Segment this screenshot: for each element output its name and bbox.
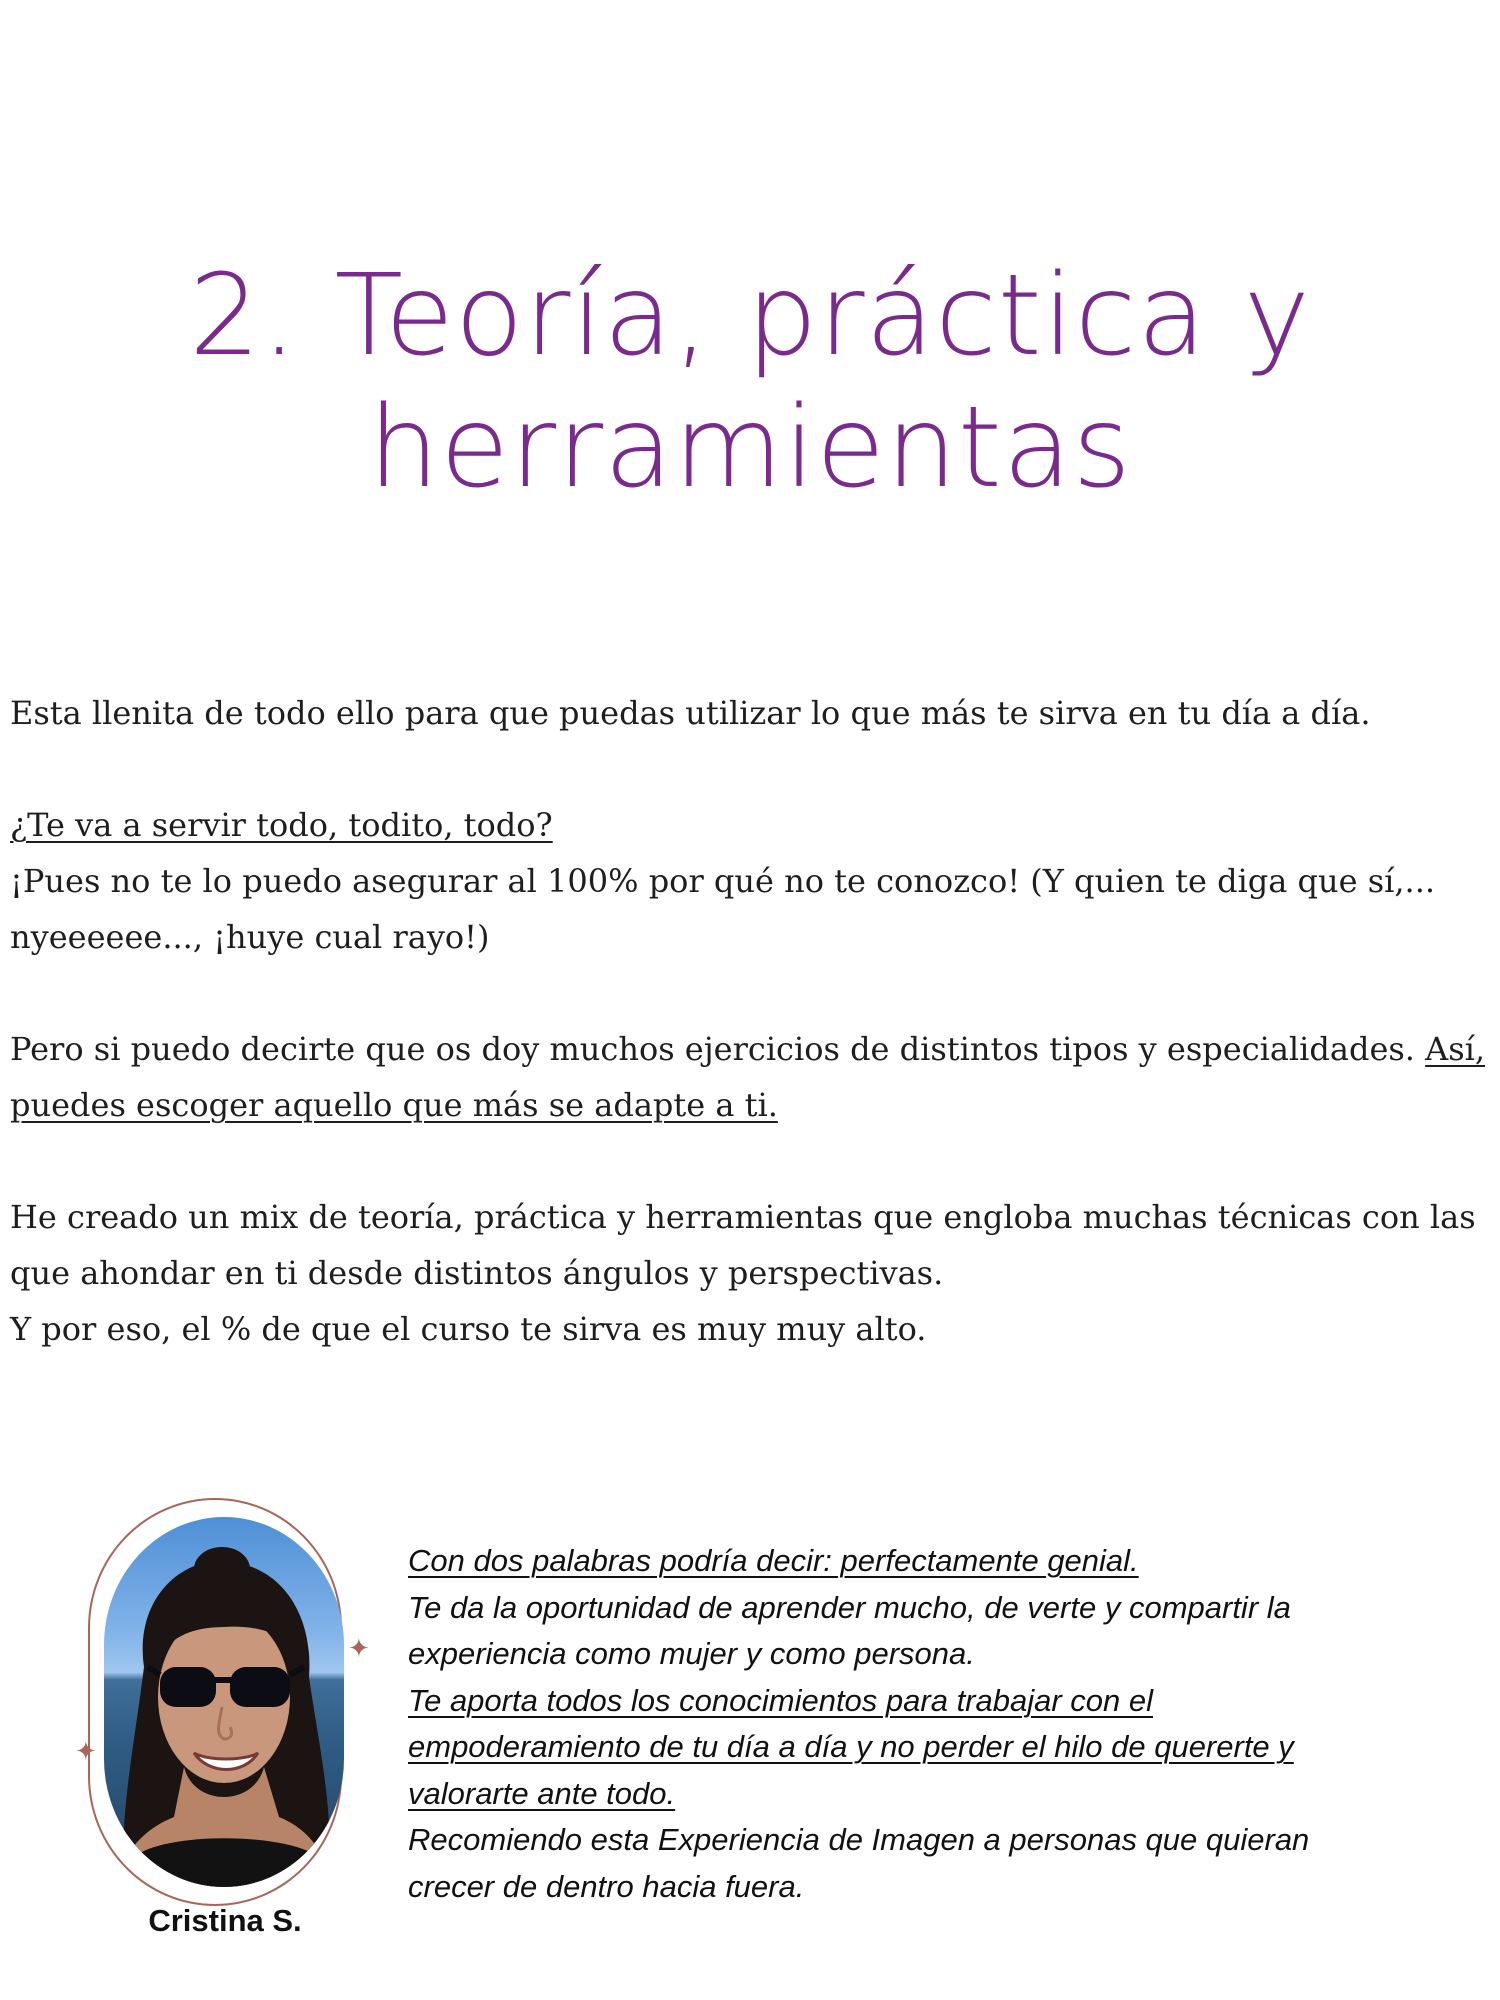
page-title [100, 250, 1400, 514]
paragraph-exercises-underline-a: Así, [1425, 1030, 1486, 1068]
paragraph-mix-line-1: He creado un mix de teoría, práctica y herramientas que engloba muchas técnicas con las [10, 1198, 1476, 1236]
testimonial-photo [104, 1517, 344, 1887]
testimonial-quote [408, 1538, 1418, 1910]
quote-line-7: Recomiendo esta Experiencia de Imagen a personas que quieran [408, 1822, 1310, 1857]
paragraph-answer-line-1: ¡Pues no te lo puedo asegurar al 100% por qué no te conozco! (Y quien te diga que sí,... [10, 862, 1436, 900]
sparkle-icon: ✦ [348, 1634, 370, 1664]
paragraph-exercises-text: Pero si puedo decirte que os doy muchos ejercicios de distintos tipos y especialidades. [10, 1030, 1426, 1068]
question-underlined: ¿Te va a servir todo, todito, todo? [10, 806, 553, 844]
quote-line-4: Te aporta todos los conocimientos para trabajar con el [408, 1682, 1154, 1718]
testimonial-author: Cristina S. [148, 1903, 302, 1938]
body-text [10, 685, 1490, 1357]
paragraph-exercises-underline-b: puedes escoger aquello que más se adapte a ti. [10, 1086, 778, 1124]
sparkle-icon: ✦ [75, 1737, 97, 1767]
page-title-line-2: herramientas [368, 383, 1132, 513]
paragraph-answer-line-2: nyeeeeee..., ¡huye cual rayo!) [10, 918, 490, 956]
quote-line-5: empoderamiento de tu día a día y no perder el hilo de quererte y [408, 1729, 1294, 1764]
paragraph-mix-line-2: que ahondar en ti desde distintos ángulos y perspectivas. [10, 1254, 944, 1292]
portrait-illustration [104, 1517, 344, 1887]
page-title-line-1: 2. Teoría, práctica y [189, 251, 1311, 381]
paragraph-intro: Esta llenita de todo ello para que puedas utilizar lo que más te sirva en tu día a día. [10, 694, 1371, 732]
quote-line-2: Te da la oportunidad de aprender mucho, de verte y compartir la [408, 1589, 1291, 1625]
quote-line-1: Con dos palabras podría decir: perfectamente genial. [408, 1543, 1139, 1578]
paragraph-exercises [10, 1021, 1490, 1077]
quote-line-8: crecer de dentro hacia fuera. [408, 1868, 805, 1904]
quote-line-6: valorarte ante todo. [408, 1775, 676, 1811]
quote-line-3: experiencia como mujer y como persona. [408, 1636, 975, 1671]
paragraph-mix-line-3: Y por eso, el % de que el curso te sirva es muy muy alto. [10, 1310, 927, 1348]
